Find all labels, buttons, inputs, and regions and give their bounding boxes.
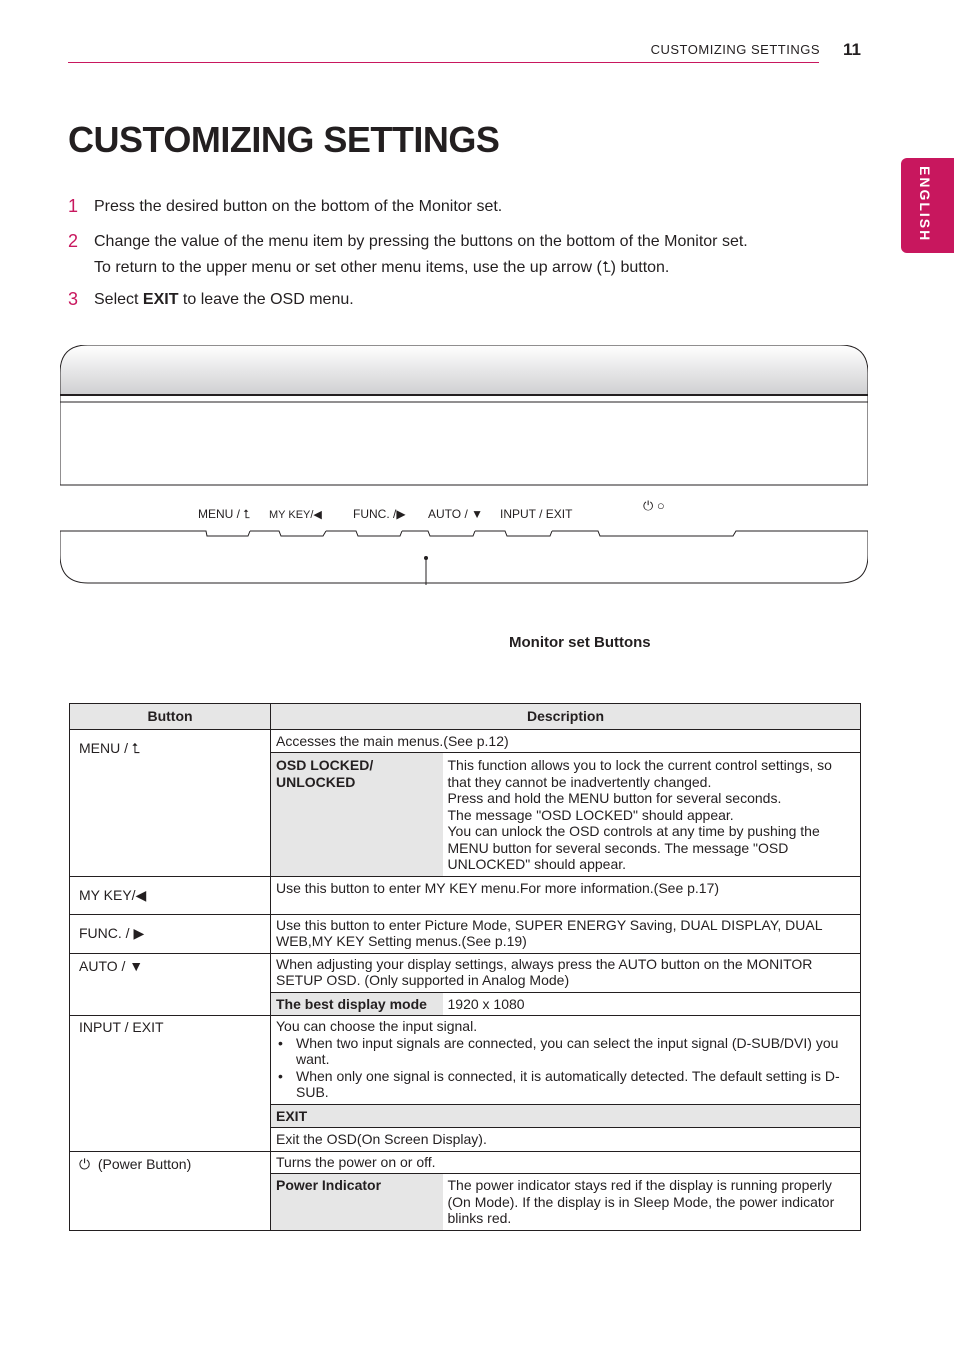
table-row — [70, 729, 861, 753]
step-number: 1 — [68, 196, 79, 216]
page-number: 11 — [843, 40, 861, 59]
sub-line: You can unlock the OSD controls at any time by pushing the MENU button for several seconds. The message "OSD UNLOCKED" should appear. — [447, 823, 820, 872]
step-number: 2 — [68, 231, 79, 251]
auto-button-label: AUTO / ▼ — [428, 507, 483, 521]
power-icon: ⏻ — [79, 1155, 91, 1172]
table-row — [70, 953, 861, 992]
description-cell: Turns the power on or off. — [271, 1151, 861, 1174]
button-description-table — [69, 703, 861, 1231]
description-cell: When adjusting your display settings, always press the AUTO button on the MONITOR SETUP OSD. (Only supported in Analog Mode) — [271, 953, 861, 992]
table-row — [70, 914, 861, 953]
button-cell: AUTO / ▼ — [70, 953, 271, 1016]
monitor-outline — [60, 345, 868, 585]
table-row — [70, 1016, 861, 1105]
button-cell: MY KEY/◀ — [70, 876, 271, 914]
description-cell: Use this button to enter Picture Mode, SUPER ENERGY Saving, DUAL DISPLAY, DUAL WEB,MY KEY Setting menus.(See p.19) — [271, 914, 861, 953]
up-arrow-icon: ⮤ — [601, 259, 611, 276]
step-text: Press the desired button on the bottom of the Monitor set. — [94, 198, 503, 215]
callout-label: Monitor set Buttons — [509, 634, 651, 651]
list-item: • When two input signals are connected, you can select the input signal (D-SUB/DVI) you want. — [276, 1035, 855, 1068]
power-icon: ⏻ ○ — [643, 498, 665, 513]
bullet-list — [276, 1035, 855, 1101]
sub-line: Press and hold the MENU button for several seconds. — [447, 790, 782, 806]
step-number: 3 — [68, 289, 79, 309]
sub-label-cell: EXIT — [271, 1104, 861, 1128]
language-tab — [901, 158, 954, 253]
sub-label-cell: The best display mode — [271, 992, 443, 1016]
table-row — [70, 1151, 861, 1174]
sub-description-cell — [443, 753, 861, 877]
language-tab-label: ENGLISH — [917, 166, 933, 243]
sub-label-cell: OSD LOCKED/ UNLOCKED — [271, 753, 443, 877]
step-text-continued: To return to the upper menu or set other menu items, use the up arrow (⮤) button. — [94, 259, 670, 276]
monitor-diagram — [60, 345, 868, 585]
sub-value-cell: The power indicator stays red if the display is running properly (On Mode). If the display is in Sleep Mode, the power indicator blinks red. — [443, 1174, 861, 1231]
sub-value-cell: 1920 x 1080 — [443, 992, 861, 1016]
button-cell: FUNC. / ▶ — [70, 914, 271, 953]
table-header-row — [70, 704, 861, 730]
description-cell: You can choose the input signal. • When two input signals are connected, you can select the input signal (D-SUB/DVI) you want. • When only one signal is connected, it is automatically detected. The default setting is D-SUB. — [271, 1016, 861, 1105]
menu-button-label: MENU / ⮤ — [198, 507, 251, 521]
description-cell: Accesses the main menus.(See p.12) — [271, 729, 861, 753]
step-text: Select EXIT to leave the OSD menu. — [94, 291, 354, 308]
button-cell: MENU / ⮤ — [70, 729, 271, 876]
func-button-label: FUNC. /▶ — [353, 507, 406, 521]
column-header: Description — [271, 704, 861, 730]
header-rule — [68, 62, 819, 63]
list-item: • When only one signal is connected, it is automatically detected. The default setting is D-SUB. — [276, 1068, 855, 1101]
sub-line: The message "OSD LOCKED" should appear. — [447, 806, 734, 823]
button-cell: ⏻ (Power Button) — [70, 1151, 271, 1230]
description-cell: Use this button to enter MY KEY menu.For more information.(See p.17) — [271, 876, 861, 914]
mykey-button-label: MY KEY/◀ — [269, 509, 322, 521]
page-title: CUSTOMIZING SETTINGS — [68, 119, 500, 160]
running-header: CUSTOMIZING SETTINGS — [650, 42, 820, 57]
column-header: Button — [70, 704, 271, 730]
input-exit-button-label: INPUT / EXIT — [500, 507, 573, 521]
sub-description-cell: Exit the OSD(On Screen Display). — [271, 1128, 861, 1152]
button-cell: INPUT / EXIT — [70, 1016, 271, 1152]
sub-line: This function allows you to lock the current control settings, so that they cannot be inadvertently changed. — [447, 757, 832, 790]
step-text: Change the value of the menu item by pressing the buttons on the bottom of the Monitor set. — [94, 233, 748, 250]
table-row — [70, 876, 861, 914]
sub-label-cell: Power Indicator — [271, 1174, 443, 1231]
